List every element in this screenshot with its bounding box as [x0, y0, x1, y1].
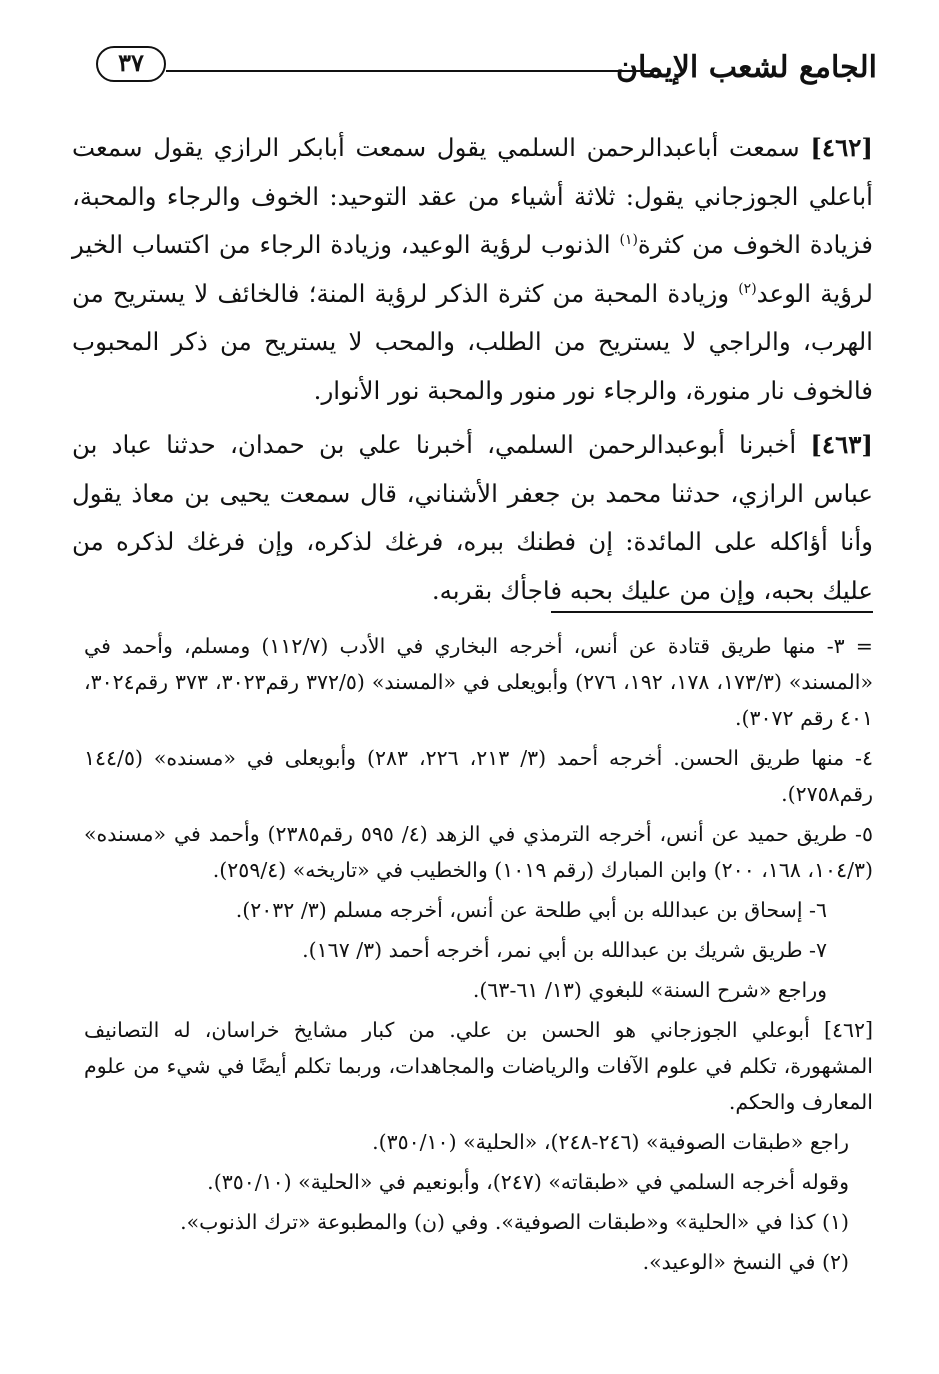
footnotes: [84, 628, 873, 1284]
paragraph-text: الذنوب لرؤية الوعيد، وزيادة الرجاء من اكتساب الخير لرؤية الوعد: [72, 230, 873, 308]
footnote-line: ٧- طريق شريك بن عبدالله بن أبي نمر، أخرجه أحمد (٣/ ١٦٧).: [302, 938, 827, 962]
main-text: [72, 124, 873, 621]
paragraph-462: [72, 124, 873, 415]
footnote-2: (٢) في النسخ «الوعيد».: [642, 1250, 849, 1274]
footnote-line: وراجع «شرح السنة» للبغوي (١٣/ ٦١-٦٣).: [472, 978, 827, 1002]
running-header: [96, 42, 877, 92]
footnote-line: ٦- إسحاق بن عبدالله بن أبي طلحة عن أنس، أخرجه مسلم (٣/ ٢٠٣٢).: [235, 898, 827, 922]
footnote-note-462: [٤٦٢] أبوعلي الجوزجاني هو الحسن بن علي. من كبار مشايخ خراسان، له التصانيف المشهورة، تكلم في علوم الآفات والرياضات والمجاهدات، وربما تكلم أيضًا في شيء من علوم المعارف والحكم.: [84, 1018, 873, 1114]
paragraph-text: وزيادة المحبة من كثرة الذكر لرؤية المنة؛ فالخائف لا يستريح من الهرب، والراجي لا يستريح من الطلب، والمحب لا يستريح من ذكر المحبوب فالخوف نار منورة، والرجاء نور منور والمحبة نور الأنوار.: [72, 278, 873, 405]
footnote-ref-1: (١): [619, 231, 638, 248]
paragraph-text: سمعت أباعبدالرحمن السلمي يقول سمعت أبابكر الرازي يقول سمعت أباعلي الجوزجاني يقول: ثلاثة أشياء من عقد التوحيد: الخوف والرجاء والمحبة، فزيادة الخوف من كثرة: [72, 133, 873, 259]
footnote-line: راجع «طبقات الصوفية» (٢٤٦-٢٤٨)، «الحلية» (٣٥٠/١٠).: [372, 1130, 849, 1154]
footnote-line: = ٣- منها طريق قتادة عن أنس، أخرجه البخاري في الأدب (١١٢/٧) ومسلم، وأحمد في «المسند» (١٧٣/٣، ١٧٨، ١٩٢، ٢٧٦) وأبويعلى في «المسند» (٣٧٢/٥ رقم٣٠٢٣، ٣٧٣ رقم٣٠٢٤، ٤٠١ رقم ٣٠٧٢).: [84, 634, 874, 730]
page-number: ٣٧: [96, 46, 166, 82]
paragraph-number: [٤٦٢]: [810, 133, 873, 162]
footnote-line: ٤- منها طريق الحسن. أخرجه أحمد (٣/ ٢١٣، ٢٢٦، ٢٨٣) وأبويعلى في «مسنده» (١٤٤/٥ رقم٢٧٥٨).: [84, 746, 873, 806]
footnote-line: وقوله أخرجه السلمي في «طبقاته» (٢٤٧)، وأبونعيم في «الحلية» (٣٥٠/١٠).: [207, 1170, 849, 1194]
book-title: الجامع لشعب الإيمان: [615, 50, 877, 85]
footnote-line: ٥- طريق حميد عن أنس، أخرجه الترمذي في الزهد (٤/ ٥٩٥ رقم٢٣٨٥) وأحمد في «مسنده» (١٠٤/٣، ١٦٨، ٢٠٠) وابن المبارك (رقم ١٠١٩) والخطيب في «تاريخه» (٢٥٩/٤).: [84, 822, 873, 882]
footnote-ref-2: (٢): [738, 280, 757, 297]
footnote-1: (١) كذا في «الحلية» و«طبقات الصوفية». وفي (ن) والمطبوعة «ترك الذنوب».: [180, 1210, 849, 1234]
paragraph-463: [72, 421, 873, 615]
header-rule: [166, 70, 659, 72]
footnote-divider: [551, 611, 873, 613]
paragraph-number: [٤٦٣]: [810, 430, 873, 459]
paragraph-text: أخبرنا أبوعبدالرحمن السلمي، أخبرنا علي بن حمدان، حدثنا عباد بن عباس الرازي، حدثنا محمد بن جعفر الأشناني، قال سمعت يحيى بن معاذ يقول وأنا أؤاكله على المائدة: إن فطنك ببره، فرغك لذكره، وإن فرغك لذكره من عليك بحبه، وإن من عليك بحبه فاجأك بقربه.: [72, 430, 873, 605]
